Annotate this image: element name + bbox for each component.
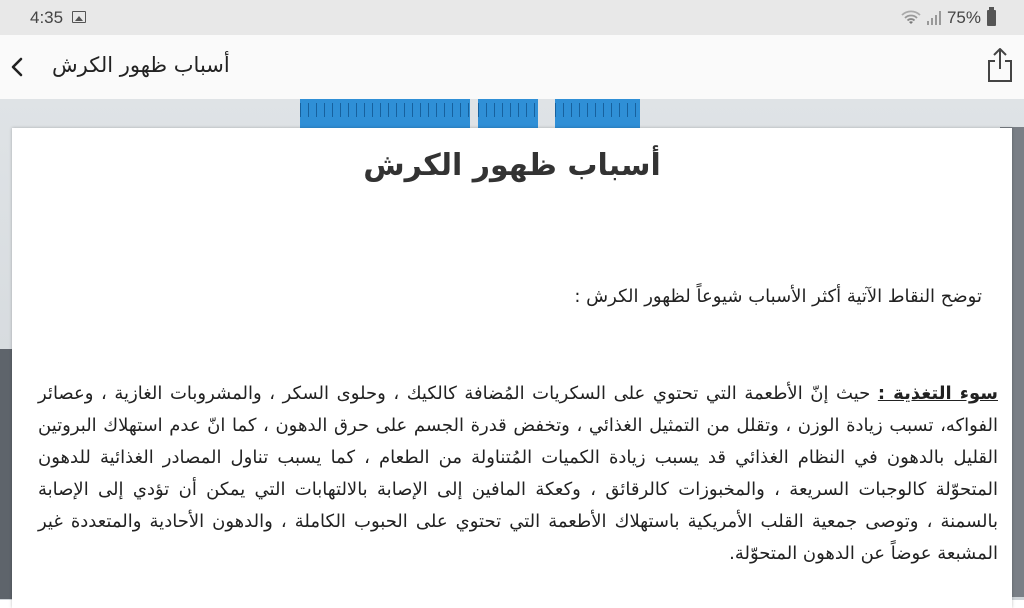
image-icon bbox=[72, 11, 86, 23]
article-card bbox=[12, 128, 1012, 608]
article-title: أسباب ظهور الكرش bbox=[363, 148, 661, 183]
measuring-tape-graphic bbox=[555, 99, 640, 131]
page-title: أسباب ظهور الكرش bbox=[52, 53, 230, 77]
section-text: حيث إنّ الأطعمة التي تحتوي على السكريات المُضافة كالكيك ، وحلوى السكر ، والمشروبات الغازية ، وعصائر الفواكه، تسبب زيادة الوزن ، وتقلل من التمثيل الغذائي ، وتخفض قدرة الجسم على حرق الدهون ، كما انّ عدم استهلاك البروتين القليل بالدهون في النظام الغذائي قد يسبب زيادة الكميات المُتناولة من الطعام ، كما يسبب تناول المصادر الغذائية للدهون المتحوّلة كالوجبات السريعة ، والمخبوزات كالرقائق ، وكعكة المافين إلى الإصابة بالالتهابات التي يمكن أن تؤدي إلى الإصابة بالسمنة ، وتوصى جمعية القلب الأمريكية باستهلاك الأطعمة التي تحتوي على الحبوب الكاملة ، والدهون الأحادية والمتعددة غير المشبعة عوضاً عن الدهون المتحوّلة. bbox=[38, 383, 998, 564]
measuring-tape-graphic bbox=[300, 99, 470, 131]
article-paragraph bbox=[38, 378, 998, 570]
section-heading: سوء التغذية : bbox=[877, 383, 998, 404]
app-bar bbox=[0, 35, 1024, 100]
share-icon[interactable] bbox=[986, 45, 1014, 85]
status-time: 4:35 bbox=[30, 8, 64, 27]
chevron-left-icon[interactable] bbox=[4, 49, 32, 85]
article-intro: توضح النقاط الآتية أكثر الأسباب شيوعاً لظهور الكرش : bbox=[574, 286, 982, 307]
wifi-icon bbox=[901, 10, 921, 26]
status-indicators bbox=[901, 8, 996, 28]
battery-icon bbox=[987, 10, 996, 26]
signal-icon bbox=[927, 11, 941, 25]
measuring-tape-graphic bbox=[478, 99, 538, 131]
battery-percent: 75% bbox=[946, 8, 981, 27]
background-object bbox=[0, 349, 12, 599]
status-bar bbox=[0, 0, 1024, 35]
